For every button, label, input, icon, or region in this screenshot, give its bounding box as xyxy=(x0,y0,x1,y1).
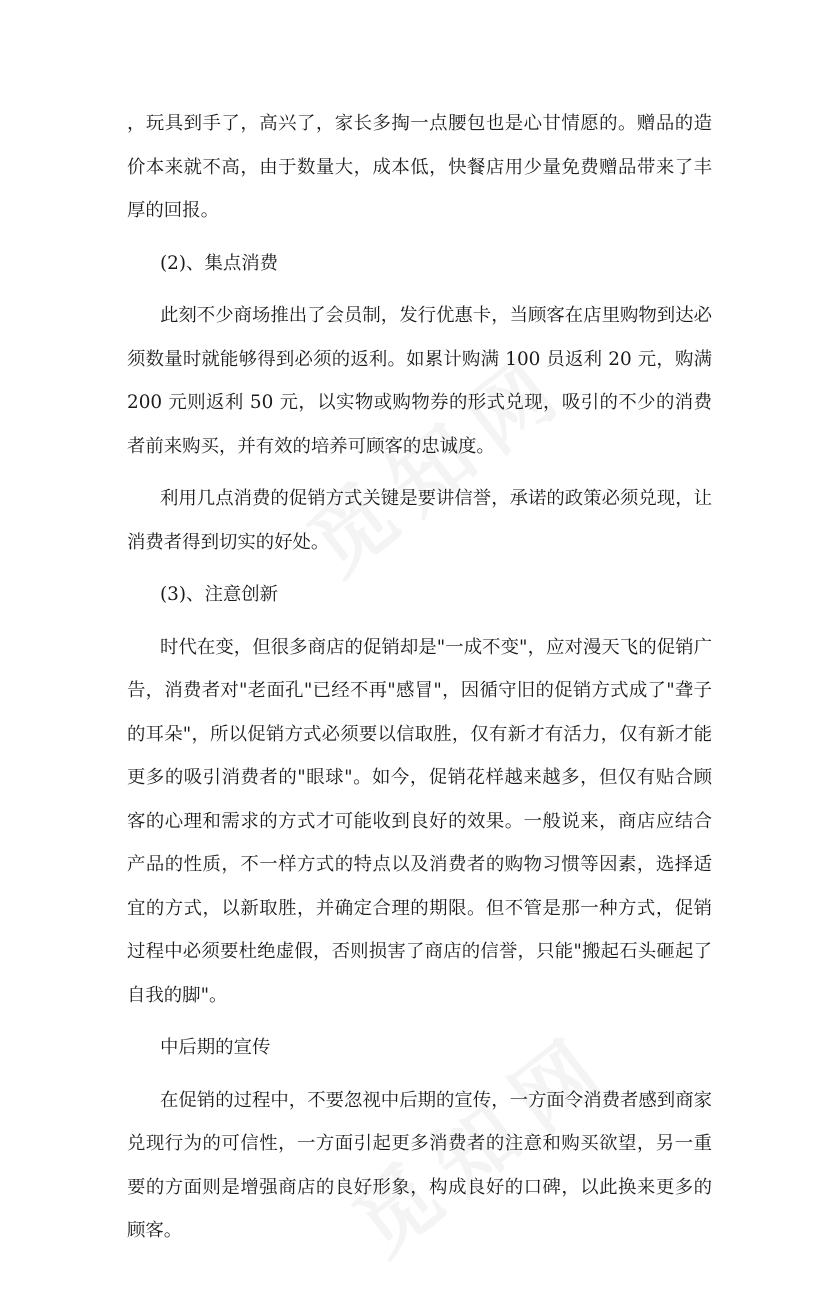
heading-later-promotion: 中后期的宣传 xyxy=(160,1037,271,1058)
paragraph-continuation: ，玩具到手了，高兴了，家长多掏一点腰包也是心甘情愿的。赠品的造价本来就不高，由于数量大，成本低，快餐店用少量免费赠品带来了丰厚的回报。 xyxy=(127,113,712,221)
paragraph-credibility: 利用几点消费的促销方式关键是要讲信誉，承诺的政策必须兑现，让消费者得到切实的好处。 xyxy=(127,488,712,553)
heading-innovation: (3)、注意创新 xyxy=(160,584,279,605)
paragraph-membership: 此刻不少商场推出了会员制，发行优惠卡，当顾客在店里购物到达必须数量时就能够得到必须的返利。如累计购满 100 员返利 20 元，购满 200 元则返利 50 元，以实物或购物券的形式兑现，吸引的不少的消费者前来购买，并有效的培养可顾客的忠诚度。 xyxy=(127,305,712,457)
body-text xyxy=(127,102,712,1253)
heading-point-collection: (2)、集点消费 xyxy=(160,252,279,274)
paragraph-later-promotion: 在促销的过程中，不要忽视中后期的宣传，一方面令消费者感到商家兑现行为的可信性，一方面引起更多消费者的注意和购买欲望，另一重要的方面则是增强商店的良好形象，构成良好的口碑，以此换来更多的顾客。 xyxy=(127,1089,712,1241)
paragraph-innovation: 时代在变，但很多商店的促销却是"一成不变"，应对漫天飞的促销广告，消费者对"老面孔"已经不再"感冒"，因循守旧的促销方式成了"聋子的耳朵"，所以促销方式必须要以信取胜，仅有新才有活力，仅有新才能更多的吸引消费者的"眼球"。如今，促销花样越来越多，但仅有贴合顾客的心理和需求的方式才可能收到良好的效果。一般说来，商店应结合产品的性质，不一样方式的特点以及消费者的购物习惯等因素，选择适宜的方式，以新取胜，并确定合理的期限。但不管是那一种方式，促销过程中必须要杜绝虚假，否则损害了商店的信誉，只能"搬起石头砸起了自我的脚"。 xyxy=(127,636,712,1006)
